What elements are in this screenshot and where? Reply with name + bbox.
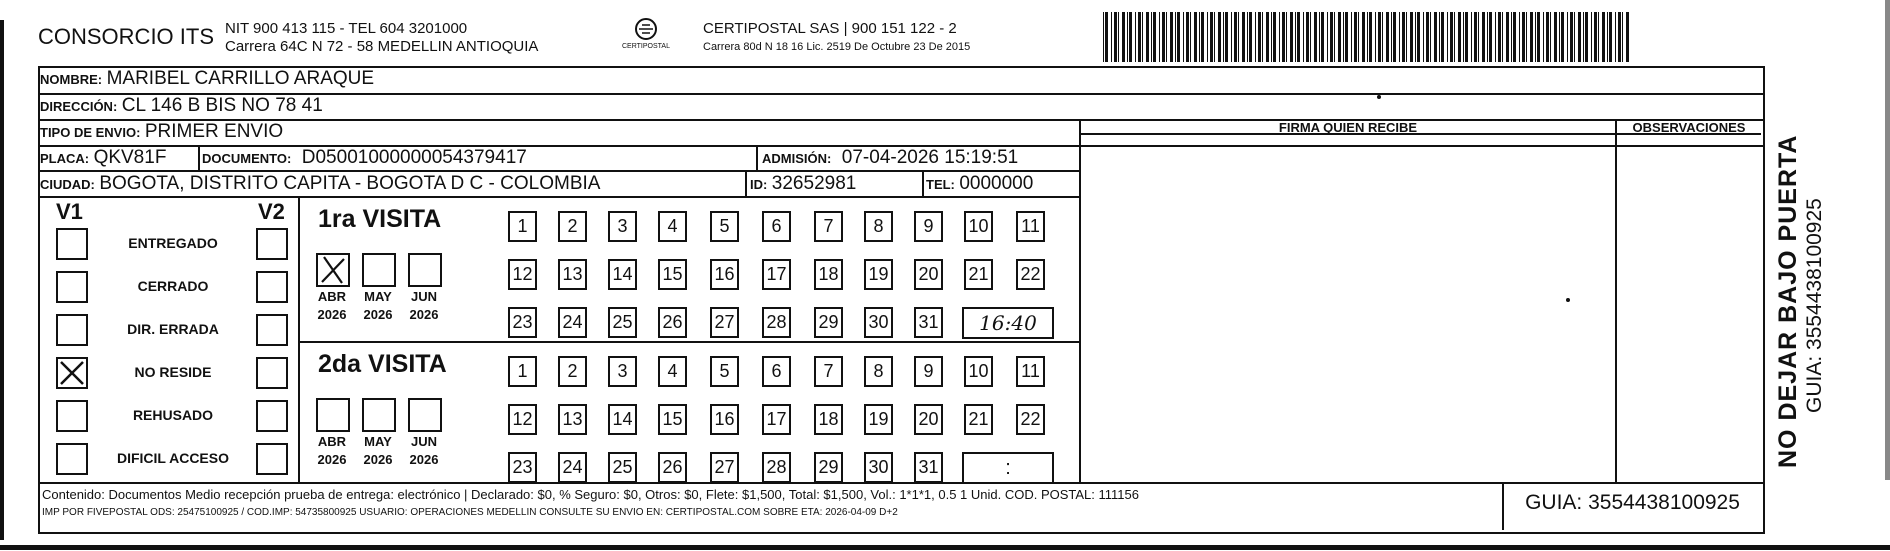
barcode-bar [1183, 12, 1184, 62]
month-year: 2026 [363, 452, 393, 467]
barcode-bar [1362, 12, 1365, 62]
day-cell[interactable]: 18 [814, 404, 843, 435]
day-cell[interactable]: 7 [814, 211, 843, 242]
documento-label: DOCUMENTO: [202, 151, 292, 166]
barcode-bar [1426, 12, 1429, 62]
firma-header: FIRMA QUIEN RECIBE [1278, 120, 1418, 135]
barcode-bar [1286, 12, 1287, 62]
barcode-bar [1378, 12, 1381, 62]
barcode-bar [1319, 12, 1320, 62]
nombre-label: NOMBRE: [40, 72, 103, 87]
barcode-bar [1626, 12, 1629, 62]
barcode-bar [1502, 12, 1503, 62]
tipo-value: PRIMER ENVIO [144, 121, 284, 142]
tipo-label: TIPO DE ENVIO: [40, 125, 141, 140]
month-name: JUN [410, 434, 437, 449]
barcode-bar [1330, 12, 1333, 62]
barcode-bar [1177, 12, 1180, 62]
direccion-row [40, 95, 323, 117]
barcode-bar [1602, 12, 1605, 62]
barcode-bar [1225, 12, 1228, 62]
day-cell[interactable]: 6 [762, 211, 791, 242]
day-cell[interactable]: 21 [964, 404, 993, 435]
barcode-bar [1327, 12, 1328, 62]
barcode-bar [1463, 12, 1464, 62]
barcode-bar [1153, 12, 1156, 62]
day-cell[interactable]: 4 [658, 356, 687, 387]
barcode-bar [1273, 12, 1276, 62]
v2-checkbox[interactable] [256, 228, 288, 260]
day-cell[interactable]: 5 [710, 211, 739, 242]
barcode-bar [1450, 12, 1453, 62]
barcode-bar [1609, 12, 1612, 62]
day-cell[interactable]: 15 [658, 259, 687, 290]
barcode-bar [1399, 12, 1400, 62]
barcode-bar [1190, 12, 1191, 62]
day-cell[interactable]: 31 [914, 307, 943, 338]
v1-checkbox[interactable] [56, 228, 88, 260]
check-mark-icon [318, 255, 348, 285]
documento-value: D05001000000054379417 [301, 147, 527, 168]
barcode-bar [1439, 12, 1440, 62]
barcode-bar [1546, 12, 1549, 62]
day-cell[interactable]: 3 [608, 356, 637, 387]
barcode-bar [1234, 12, 1237, 62]
day-cell[interactable]: 14 [608, 259, 637, 290]
day-cell[interactable]: 11 [1016, 211, 1045, 242]
barcode-bar [1585, 12, 1588, 62]
barcode-bar [1210, 12, 1213, 62]
day-cell[interactable]: 27 [710, 307, 739, 338]
day-cell[interactable]: 27 [710, 452, 739, 483]
barcode-bar [1391, 12, 1392, 62]
barcode-bar [1423, 12, 1424, 62]
barcode-bar [1454, 12, 1455, 62]
id-label: ID: [750, 177, 768, 192]
barcode-bar [1478, 12, 1479, 62]
barcode-bar [1151, 12, 1152, 62]
barcode-bar [1441, 12, 1444, 62]
barcode-bar [1111, 12, 1112, 62]
day-cell[interactable]: 15 [658, 404, 687, 435]
barcode-bar [1526, 12, 1527, 62]
barcode-bar [1114, 12, 1117, 62]
contenido-text: Contenido: Documentos Medio recepción prueba de entrega: electrónico | Declarado: $0, % Seguro: $0, Otros: $0, Flete: $1,500, Total: $1,500, Vol.: 1*1*1, 0.5 1 Unid. COD. POSTAL: 111156 [42, 487, 1139, 502]
footer-guia: GUIA: 3554438100925 [1525, 491, 1740, 514]
month-checkbox[interactable] [362, 253, 396, 287]
status-label: DIFICIL ACCESO [116, 450, 229, 466]
no-dejar-text: NO DEJAR BAJO PUERTA [1774, 134, 1802, 468]
barcode-bar [1231, 12, 1232, 62]
cross-mark-icon [58, 359, 86, 387]
barcode-bar [1290, 12, 1293, 62]
day-cell[interactable]: 29 [814, 307, 843, 338]
v2-checkbox[interactable] [256, 443, 288, 475]
barcode-bar [1598, 12, 1599, 62]
day-cell[interactable]: 22 [1016, 259, 1045, 290]
barcode-bar [1393, 12, 1396, 62]
certipostal-line1: CERTIPOSTAL SAS | 900 151 122 - 2 [703, 20, 957, 37]
barcode-bar [1430, 12, 1431, 62]
day-cell[interactable]: 19 [864, 259, 893, 290]
barcode-bar [1135, 12, 1136, 62]
barcode-bar [1465, 12, 1468, 62]
barcode-bar [1262, 12, 1263, 62]
certipostal-line2: Carrera 80d N 18 16 Lic. 2519 De Octubre 23 De 2015 [703, 41, 971, 53]
barcode-bar [1127, 12, 1128, 62]
tel-label: TEL: [926, 177, 955, 192]
barcode-bar [1550, 12, 1551, 62]
barcode-bar [1402, 12, 1405, 62]
day-cell[interactable]: 8 [864, 356, 893, 387]
v1-header: V1 [56, 199, 83, 224]
day-cell[interactable]: 8 [864, 211, 893, 242]
barcode-bar [1530, 12, 1533, 62]
day-cell[interactable]: 25 [608, 452, 637, 483]
barcode-bar [1434, 12, 1437, 62]
barcode-bar [1511, 12, 1512, 62]
barcode-bar [1242, 12, 1245, 62]
barcode-bar [1223, 12, 1224, 62]
barcode-bar [1567, 12, 1568, 62]
day-cell[interactable]: 16 [710, 404, 739, 435]
day-cell[interactable]: 11 [1016, 356, 1045, 387]
barcode-bar [1369, 12, 1372, 62]
barcode-bar [1249, 12, 1252, 62]
barcode-bar [1591, 12, 1592, 62]
barcode-bar [1471, 12, 1472, 62]
barcode-bar [1175, 12, 1176, 62]
visit-title: 1ra VISITA [318, 205, 442, 233]
barcode-bar [1535, 12, 1536, 62]
barcode-bar [1495, 12, 1496, 62]
month-year: 2026 [409, 307, 439, 322]
month-name: ABR [317, 289, 347, 304]
barcode-bar [1554, 12, 1557, 62]
v1-checkbox[interactable] [56, 271, 88, 303]
month-name: MAY [364, 434, 392, 449]
barcode-bar [1303, 12, 1304, 62]
barcode-bar [1343, 12, 1344, 62]
v2-checkbox[interactable] [256, 314, 288, 346]
v2-checkbox[interactable] [256, 357, 288, 389]
day-cell[interactable]: 16 [710, 259, 739, 290]
placa-value: QKV81F [93, 147, 167, 168]
barcode-bar [1255, 12, 1256, 62]
day-cell[interactable]: 28 [762, 452, 791, 483]
barcode-bar [1122, 12, 1125, 62]
barcode-bar [1543, 12, 1544, 62]
id-cell [750, 173, 856, 195]
day-cell[interactable]: 9 [914, 211, 943, 242]
month-checkbox[interactable] [362, 398, 396, 432]
barcode-bar [1406, 12, 1407, 62]
v2-header: V2 [258, 199, 285, 224]
barcode-bar [1474, 12, 1477, 62]
barcode-bar [1622, 12, 1623, 62]
status-label: DIR. ERRADA [127, 321, 219, 337]
day-cell[interactable]: 10 [964, 356, 993, 387]
day-cell[interactable]: 17 [762, 404, 791, 435]
time-field[interactable]: : [962, 452, 1054, 484]
day-cell[interactable]: 7 [814, 356, 843, 387]
day-cell[interactable]: 4 [658, 211, 687, 242]
barcode-bar [1561, 12, 1564, 62]
barcode-bar [1578, 12, 1581, 62]
tipo-row [40, 121, 283, 143]
day-cell[interactable]: 23 [508, 307, 537, 338]
barcode-bar [1367, 12, 1368, 62]
month-checkbox[interactable] [316, 253, 350, 287]
day-cell[interactable]: 31 [914, 452, 943, 483]
barcode-bar [1351, 12, 1352, 62]
barcode-bar [1487, 12, 1488, 62]
day-cell[interactable]: 10 [964, 211, 993, 242]
ciudad-cell [40, 173, 600, 195]
day-cell[interactable]: 2 [558, 356, 587, 387]
status-label: NO RESIDE [134, 364, 212, 380]
visit-title: 2da VISITA [318, 350, 447, 378]
day-cell[interactable]: 14 [608, 404, 637, 435]
side-guia-text: GUIA: 3554438100925 [1803, 198, 1826, 413]
month-year: 2026 [409, 452, 439, 467]
certipostal-logo [616, 16, 676, 56]
ciudad-value: BOGOTA, DISTRITO CAPITA - BOGOTA D C - COLOMBIA [99, 173, 601, 194]
placa-cell [40, 147, 166, 169]
barcode-bar [1306, 12, 1309, 62]
barcode-bar [1295, 12, 1296, 62]
barcode-bar [1271, 12, 1272, 62]
barcode-bar [1166, 12, 1167, 62]
time-field[interactable]: 16:40 [962, 307, 1054, 339]
month-checkbox[interactable] [316, 398, 350, 432]
barcode-bar [1513, 12, 1516, 62]
bottom-edge-mark [0, 545, 1890, 550]
day-cell[interactable]: 1 [508, 356, 537, 387]
barcode-bar [1258, 12, 1261, 62]
day-cell[interactable]: 24 [558, 452, 587, 483]
logo-mark-icon [616, 16, 676, 56]
barcode-bar [1218, 12, 1221, 62]
observaciones-header: OBSERVACIONES [1632, 120, 1746, 135]
day-cell[interactable]: 12 [508, 404, 537, 435]
day-cell[interactable]: 5 [710, 356, 739, 387]
address-line: Carrera 64C N 72 - 58 MEDELLIN ANTIOQUIA [225, 38, 539, 55]
month-name: MAY [364, 289, 392, 304]
day-cell[interactable]: 26 [658, 452, 687, 483]
day-cell[interactable]: 3 [608, 211, 637, 242]
v1-checkbox[interactable] [56, 400, 88, 432]
day-cell[interactable]: 25 [608, 307, 637, 338]
barcode-bar [1314, 12, 1317, 62]
barcode-bar [1199, 12, 1200, 62]
nombre-row [40, 68, 374, 90]
documento-cell [202, 147, 527, 169]
day-cell[interactable]: 29 [814, 452, 843, 483]
month-name: ABR [317, 434, 347, 449]
barcode-bar [1583, 12, 1584, 62]
barcode-bar [1214, 12, 1215, 62]
barcode-bar [1415, 12, 1416, 62]
day-cell[interactable]: 30 [864, 307, 893, 338]
barcode-bar [1354, 12, 1357, 62]
barcode-bar [1345, 12, 1348, 62]
v1-checkbox[interactable] [56, 357, 88, 389]
month-checkbox[interactable] [408, 253, 442, 287]
barcode-bar [1458, 12, 1461, 62]
barcode-bar [1594, 12, 1597, 62]
status-label: ENTREGADO [128, 235, 218, 251]
day-cell[interactable]: 24 [558, 307, 587, 338]
barcode-bar [1382, 12, 1383, 62]
side-text [1774, 88, 1827, 468]
day-cell[interactable]: 18 [814, 259, 843, 290]
day-cell[interactable]: 17 [762, 259, 791, 290]
barcode [1103, 12, 1633, 62]
logo-text: CERTIPOSTAL [622, 43, 670, 50]
month-year: 2026 [317, 452, 347, 467]
barcode-bar [1498, 12, 1501, 62]
barcode-bar [1607, 12, 1608, 62]
barcode-bar [1138, 12, 1141, 62]
v1-checkbox[interactable] [56, 443, 88, 475]
barcode-bar [1447, 12, 1448, 62]
barcode-bar [1519, 12, 1520, 62]
day-cell[interactable]: 1 [508, 211, 537, 242]
barcode-bar [1321, 12, 1324, 62]
admision-value: 07-04-2026 15:19:51 [841, 147, 1019, 168]
barcode-bar [1506, 12, 1509, 62]
barcode-bar [1338, 12, 1341, 62]
company-name: CONSORCIO ITS [38, 24, 215, 49]
barcode-bar [1417, 12, 1420, 62]
day-cell[interactable]: 22 [1016, 404, 1045, 435]
barcode-bar [1159, 12, 1160, 62]
barcode-bar [1375, 12, 1376, 62]
barcode-bar [1238, 12, 1239, 62]
month-year: 2026 [363, 307, 393, 322]
barcode-bar [1282, 12, 1285, 62]
barcode-bar [1559, 12, 1560, 62]
day-cell[interactable]: 12 [508, 259, 537, 290]
barcode-bar [1482, 12, 1485, 62]
barcode-bar [1410, 12, 1413, 62]
barcode-bar [1162, 12, 1165, 62]
day-cell[interactable]: 13 [558, 259, 587, 290]
barcode-bar [1334, 12, 1335, 62]
day-cell[interactable]: 21 [964, 259, 993, 290]
barcode-bar [1297, 12, 1300, 62]
v2-checkbox[interactable] [256, 400, 288, 432]
admision-cell [762, 147, 1018, 169]
tel-value: 0000000 [959, 173, 1034, 194]
barcode-bar [1574, 12, 1575, 62]
barcode-bar [1194, 12, 1197, 62]
day-cell[interactable]: 9 [914, 356, 943, 387]
month-name: JUN [410, 289, 437, 304]
barcode-bar [1279, 12, 1280, 62]
status-label: REHUSADO [132, 407, 214, 423]
barcode-bar [1201, 12, 1204, 62]
day-cell[interactable]: 13 [558, 404, 587, 435]
nombre-value: MARIBEL CARRILLO ARAQUE [106, 68, 375, 89]
v2-checkbox[interactable] [256, 271, 288, 303]
barcode-bar [1103, 12, 1104, 62]
day-cell[interactable]: 2 [558, 211, 587, 242]
day-cell[interactable]: 19 [864, 404, 893, 435]
barcode-bar [1266, 12, 1269, 62]
barcode-bar [1170, 12, 1173, 62]
barcode-bar [1146, 12, 1149, 62]
barcode-bar [1386, 12, 1389, 62]
barcode-bar [1358, 12, 1359, 62]
barcode-bar [1118, 12, 1119, 62]
day-cell[interactable]: 20 [914, 259, 943, 290]
barcode-bar [1247, 12, 1248, 62]
ciudad-label: CIUDAD: [40, 177, 95, 192]
id-value: 32652981 [771, 173, 857, 194]
right-edge-mark [1885, 0, 1890, 480]
barcode-bar [1489, 12, 1492, 62]
direccion-label: DIRECCIÓN: [40, 99, 118, 114]
barcode-bar [1142, 12, 1143, 62]
month-checkbox[interactable] [408, 398, 442, 432]
day-cell[interactable]: 20 [914, 404, 943, 435]
direccion-value: CL 146 B BIS NO 78 41 [121, 95, 323, 116]
barcode-bar [1105, 12, 1108, 62]
barcode-bar [1207, 12, 1208, 62]
barcode-bar [1537, 12, 1540, 62]
month-year: 2026 [317, 307, 347, 322]
placa-label: PLACA: [40, 151, 90, 166]
day-cell[interactable]: 26 [658, 307, 687, 338]
barcode-bar [1129, 12, 1132, 62]
day-cell[interactable]: 28 [762, 307, 791, 338]
barcode-bar [1186, 12, 1189, 62]
barcode-bar [1615, 12, 1616, 62]
left-edge-mark [0, 20, 4, 540]
day-cell[interactable]: 6 [762, 356, 791, 387]
dot-mark-2 [1566, 298, 1570, 302]
day-cell[interactable]: 30 [864, 452, 893, 483]
barcode-bar [1570, 12, 1573, 62]
imp-text: IMP POR FIVEPOSTAL ODS: 25475100925 / COD.IMP: 54735800925 USUARIO: OPERACIONES MEDELLIN CONSULTE SU ENVIO EN: CERTIPOSTAL.COM SOBRE ETA: 2026-04-09 D+2 [42, 507, 898, 518]
status-label: CERRADO [137, 278, 209, 294]
v1-checkbox[interactable] [56, 314, 88, 346]
tel-cell [926, 173, 1033, 195]
nit-line: NIT 900 413 115 - TEL 604 3201000 [225, 20, 468, 37]
dot-mark [1377, 95, 1381, 99]
barcode-bar [1618, 12, 1621, 62]
admision-label: ADMISIÓN: [762, 151, 832, 166]
barcode-bar [1310, 12, 1311, 62]
barcode-bar [1522, 12, 1525, 62]
day-cell[interactable]: 23 [508, 452, 537, 483]
